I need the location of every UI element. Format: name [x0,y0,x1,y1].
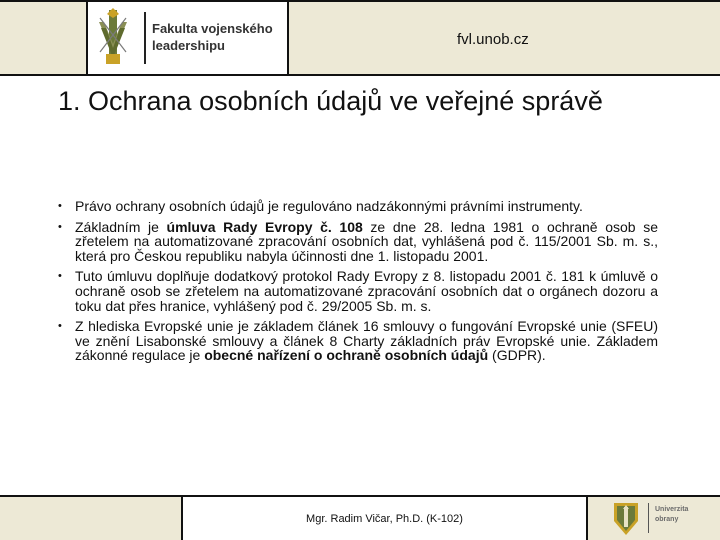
bullet-text-bold: obecné nařízení o ochraně osobních údajů [204,347,489,364]
bullet-item [58,220,658,264]
bullet-item [58,319,658,363]
bullet-marker: • [58,270,62,283]
bullet-text-pre: Základním je [75,218,167,235]
bullet-item [58,199,658,214]
university-name-line1: Univerzita [655,506,689,513]
bullet-text-post: (GDPR). [488,347,546,364]
faculty-name-line1: Fakulta vojenského [152,21,273,36]
site-url: fvl.unob.cz [457,31,529,48]
faculty-name [152,20,273,54]
author-name: Mgr. Radim Vičar, Ph.D. (K-102) [306,513,463,525]
bullet-text: Právo ochrany osobních údajů je regulováno nadzákonnými právními instrumenty. [75,198,583,214]
logo-divider [144,12,146,64]
bullet-marker: • [58,220,62,233]
slide-footer [0,495,720,540]
faculty-crest-icon [96,8,130,68]
university-name-line2: obrany [655,516,679,523]
university-name [655,505,688,525]
bullet-text-bold: úmluva Rady Evropy č. 108 [166,218,363,235]
faculty-logo [86,2,289,74]
header-bottom-rule [0,74,720,76]
slide-header [0,0,720,76]
faculty-name-line2: leadershipu [152,38,225,53]
footer-author-box [181,497,588,540]
university-crest-icon [612,501,640,537]
bullet-marker: • [58,320,62,333]
bullet-text-pre: Z hlediska Evropské unie je základem článek 16 smlouvy o fungování Evropské unie (SFEU) ve znění Lisabonské smlouvy a článek 8 Charty základních práv Evropské unie. Základem zákonné regulace je [75,318,658,364]
bullet-item [58,269,658,313]
footer-logo-divider [648,503,649,533]
bullet-list [58,199,658,369]
bullet-text-post: ze dne 28. ledna 1981 o ochraně osob se zřetelem na automatizované zpracování osobních dat, vyhlášená pod č. 115/2001 Sb. m. s., která pro Českou republiku nabyla účinnosti dne 1. listopadu 2001. [75,218,658,264]
bullet-marker: • [58,200,62,212]
slide-title: 1. Ochrana osobních údajů ve veřejné správě [58,86,603,116]
bullet-text: Tuto úmluvu doplňuje dodatkový protokol Rady Evropy z 8. listopadu 2001 č. 181 k úmluvě o ochraně osob se zřetelem na automatizované zpracování osobních dat o orgánech dozoru a toku dat přes hranice, vyhlášený pod č. 29/2005 Sb. m. s. [75,268,658,314]
